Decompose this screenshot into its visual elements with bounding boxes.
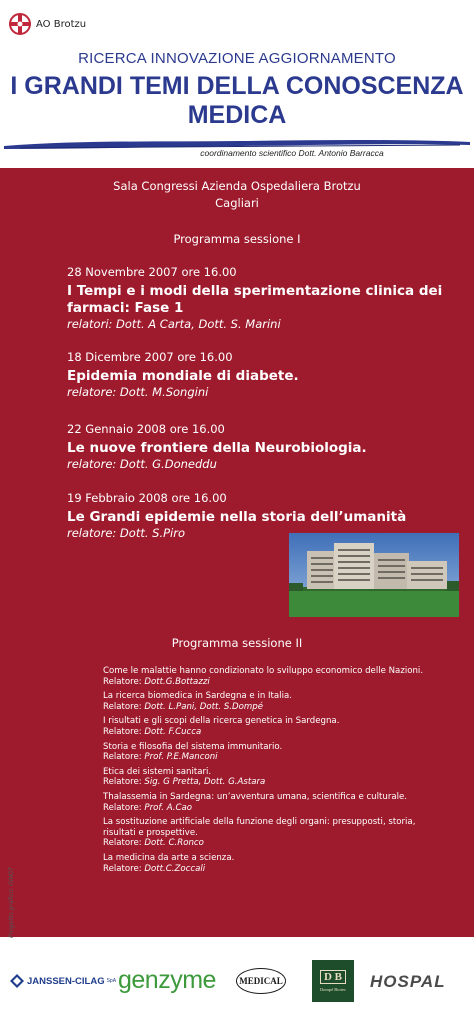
medical-oval-badge (236, 968, 286, 994)
item-speaker: Dott. F.Cucca (144, 726, 202, 737)
session2-list (103, 666, 448, 878)
item-speaker-label: Relatore: (103, 676, 145, 687)
item-speaker: Prof. P.E.Manconi (144, 752, 218, 763)
venue (0, 178, 474, 212)
item-topic: Thalassemia in Sardegna: un’avventura umana, scientifica e culturale. (103, 791, 408, 802)
sponsor-janssen-text: JANSSEN-CILAG (27, 975, 105, 987)
event-item (67, 349, 447, 399)
event-speaker: relatori: Dott. A Carta, Dott. S. Marini (67, 317, 281, 331)
item-speaker-label: Relatore: (103, 863, 145, 874)
list-item (103, 742, 448, 763)
series-title (0, 72, 474, 130)
sponsor-janssen-suffix: SpA (106, 978, 117, 984)
list-item (103, 792, 448, 813)
hospital-building-photo (289, 533, 459, 617)
event-speaker: relatore: Dott. S.Piro (67, 526, 185, 540)
list-item (103, 691, 448, 712)
item-topic: La sostituzione artificiale della funzione degli organi: presupposti, storia, risultati e prospettive. (103, 817, 416, 838)
event-topic: Le nuove frontiere della Neurobiologia. (67, 440, 367, 456)
sponsor-genzyme-text: genzyme (118, 966, 216, 994)
hospital-cross-icon (8, 12, 32, 36)
item-speaker: Sig. G Pretta, Dott. G.Astara (144, 777, 266, 788)
list-item (103, 666, 448, 687)
sponsor-db-mark: D B (320, 970, 346, 984)
event-date: 28 Novembre 2007 ore 16.00 (67, 265, 237, 279)
list-item (103, 817, 448, 849)
item-speaker: Dott. C.Ronco (144, 838, 204, 849)
sponsor-janssen-cilag (10, 974, 116, 988)
item-speaker: Dott.G.Bottazzi (144, 676, 210, 687)
venue-name: Sala Congressi Azienda Ospedaliera Brotzu (113, 179, 361, 193)
item-speaker-label: Relatore: (103, 701, 145, 712)
item-topic: La ricerca biomedica in Sardegna e in Italia. (103, 691, 292, 702)
scientific-coordination: coordinamento scientifico Dott. Antonio Barracca (200, 148, 384, 158)
sponsor-hospal-text: HOSPAL (370, 972, 446, 991)
session2-title: Programma sessione II (171, 636, 303, 650)
sponsor-medical-text: MEDICAL (239, 976, 283, 986)
item-speaker-label: Relatore: (103, 777, 145, 788)
graphic-design-credit (2, 858, 22, 938)
event-item (67, 264, 447, 331)
session1-title: Programma sessione I (173, 232, 301, 246)
sponsor-db-text: Dompé Biotec (319, 987, 347, 992)
list-item (103, 716, 448, 737)
event-speaker: relatore: Dott. M.Songini (67, 385, 209, 399)
series-subtitle: RICERCA INNOVAZIONE AGGIORNAMENTO (78, 50, 396, 67)
item-topic: Storia e filosofia del sistema immunitario. (103, 741, 283, 752)
item-speaker-label: Relatore: (103, 838, 145, 849)
event-topic: Le Grandi epidemie nella storia dell’umanità (67, 509, 407, 525)
item-topic: I risultati e gli scopi della ricerca genetica in Sardegna. (103, 716, 340, 727)
poster-header (0, 0, 474, 168)
item-speaker-label: Relatore: (103, 726, 145, 737)
series-title-line2: MEDICA (187, 101, 287, 129)
item-speaker: Prof. A.Cao (144, 802, 193, 813)
event-date: 22 Gennaio 2008 ore 16.00 (67, 422, 225, 436)
ao-brotzu-logo (8, 12, 86, 36)
sponsor-strip (0, 940, 474, 1024)
sponsor-hospal (370, 972, 446, 992)
item-topic: Come le malattie hanno condizionato lo sviluppo economico delle Nazioni. (103, 666, 424, 676)
item-speaker: Dott. L.Pani, Dott. S.Dompé (144, 701, 264, 712)
event-speaker: relatore: Dott. G.Doneddu (67, 457, 217, 471)
logo-text: AO Brotzu (36, 18, 87, 30)
item-speaker: Dott.C.Zoccali (144, 863, 206, 874)
credit-text: Progetto grafico: GIN07 (8, 867, 15, 938)
event-topic: I Tempi e i modi della sperimentazione clinica dei farmaci: Fase 1 (67, 283, 443, 316)
event-topic: Epidemia mondiale di diabete. (67, 368, 299, 384)
list-item (103, 853, 448, 874)
item-speaker-label: Relatore: (103, 802, 145, 813)
item-speaker-label: Relatore: (103, 752, 145, 763)
event-item (67, 421, 447, 471)
item-topic: Etica dei sistemi sanitari. (103, 766, 212, 777)
event-date: 18 Dicembre 2007 ore 16.00 (67, 350, 233, 364)
event-date: 19 Febbraio 2008 ore 16.00 (67, 491, 227, 505)
item-topic: La medicina da arte a scienza. (103, 852, 235, 863)
list-item (103, 767, 448, 788)
series-title-line1: I GRANDI TEMI DELLA CONOSCENZA (10, 72, 464, 100)
sponsor-medical (236, 968, 286, 994)
sponsor-dompe-biotec (312, 960, 354, 1002)
venue-city: Cagliari (215, 196, 259, 210)
sponsor-genzyme (118, 966, 216, 995)
janssen-diamond-icon (10, 974, 24, 988)
